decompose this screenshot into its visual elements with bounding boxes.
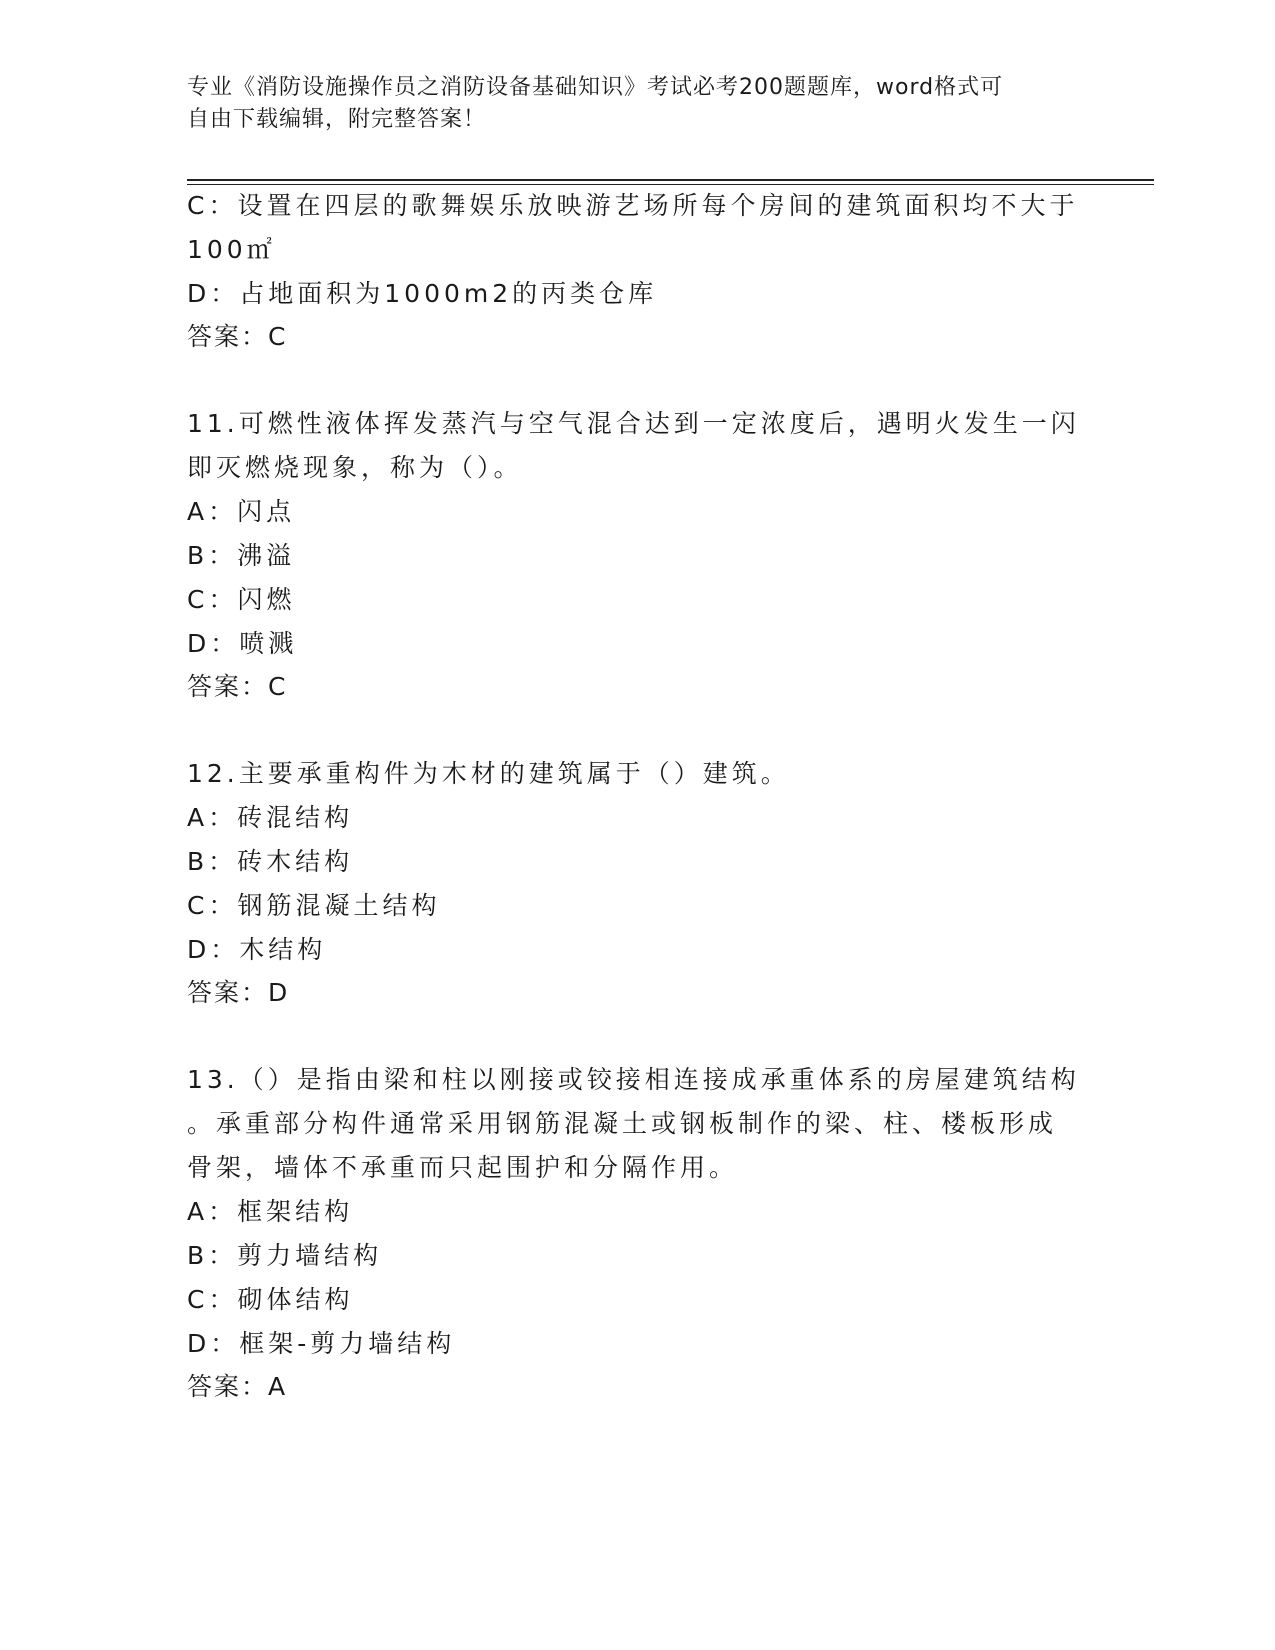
header-line-1: 专业《消防设施操作员之消防设备基础知识》考试必考200题题库，word格式可 [187,75,1004,100]
q13-option-c: C：砌体结构 [187,1285,354,1314]
q13-answer: 答案：A [187,1372,288,1401]
q13-stem-line-1: 13.（）是指由梁和柱以刚接或铰接相连接成承重体系的房屋建筑结构 [187,1065,1080,1094]
q12-stem: 12.主要承重构件为木材的建筑属于（）建筑。 [187,759,790,788]
q13-stem-line-3: 骨架，墙体不承重而只起围护和分隔作用。 [187,1153,739,1182]
q11-stem-line-1: 11.可燃性液体挥发蒸汽与空气混合达到一定浓度后，遇明火发生一闪 [187,409,1080,438]
q12-answer: 答案：D [187,978,290,1007]
q11-stem-line-2: 即灭燃烧现象，称为（）。 [187,453,523,482]
q11-option-b: B：沸溢 [187,541,296,570]
q11-option-d: D：喷溅 [187,629,298,658]
q12-option-d: D：木结构 [187,935,327,964]
q13-option-d: D：框架-剪力墙结构 [187,1329,456,1358]
option-c-prev-line-2: 100㎡ [187,235,276,264]
q12-option-c: C：钢筋混凝土结构 [187,891,441,920]
header-divider-thin [187,184,1154,185]
q11-option-a: A：闪点 [187,497,296,526]
header-divider-thick [187,179,1154,181]
answer-prev: 答案：C [187,322,288,351]
q13-stem-line-2: 。承重部分构件通常采用钢筋混凝土或钢板制作的梁、柱、楼板形成 [187,1109,1058,1138]
q11-option-c: C：闪燃 [187,585,296,614]
option-c-prev-line-1: C：设置在四层的歌舞娱乐放映游艺场所每个房间的建筑面积均不大于 [187,191,1079,220]
q12-option-b: B：砖木结构 [187,847,354,876]
q12-option-a: A：砖混结构 [187,803,354,832]
q11-answer: 答案：C [187,672,288,701]
header-line-2: 自由下载编辑，附完整答案！ [187,107,487,132]
option-d-prev: D：占地面积为1000m2的丙类仓库 [187,279,658,308]
q13-option-a: A：框架结构 [187,1197,354,1226]
document-header [187,72,1087,136]
q13-option-b: B：剪力墙结构 [187,1241,383,1270]
